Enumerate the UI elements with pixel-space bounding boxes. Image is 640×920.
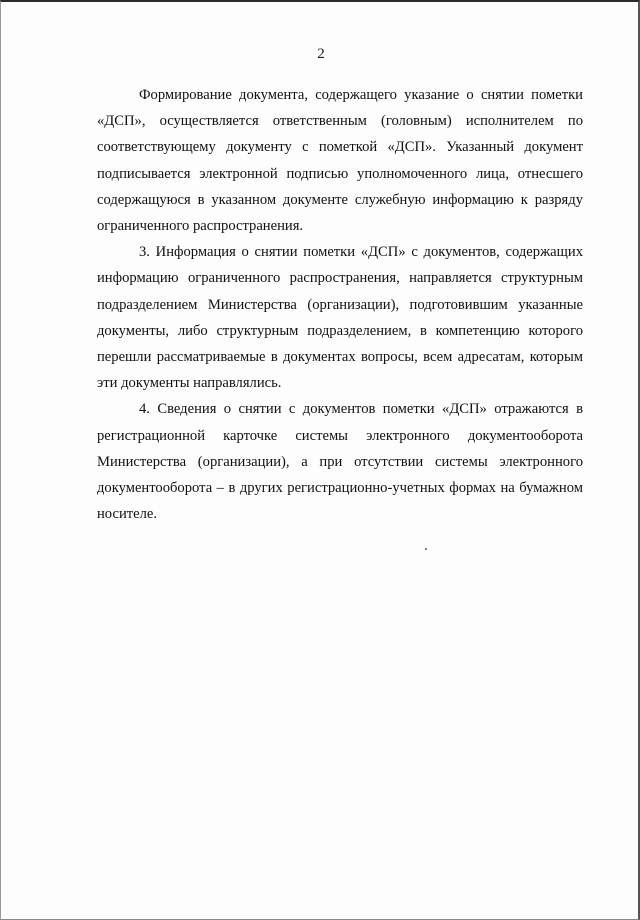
paragraph-item-3: 3. Информация о снятии пометки «ДСП» с документов, содержащих информацию ограниченного распространения, направляется структурным подразделением Министерства (организации), подготовившим указанные документы, либо структурным подразделением, в компетенцию которого перешли рассматриваемые в документах вопросы, всем адресатам, которым эти документы направлялись. <box>97 244 583 392</box>
document-body <box>97 82 583 527</box>
paragraph-dsp-removal-document: Формирование документа, содержащего указание о снятии пометки «ДСП», осуществляется ответственным (головным) исполнителем по соответствующему документу с пометкой «ДСП». Указанный документ подписывается электронной подписью уполномоченного лица, отнесшего содержащуюся в указанном документе служебную информацию к разряду ограниченного распространения. <box>97 87 583 235</box>
scan-speck <box>425 548 427 550</box>
paragraph-item-4: 4. Сведения о снятии с документов пометки «ДСП» отражаются в регистрационной карточке системы электронного документооборота Министерства (организации), а при отсутствии системы электронного документооборота – в других регистрационно-учетных формах на бумажном носителе. <box>97 401 583 523</box>
page-number: 2 <box>317 46 325 62</box>
